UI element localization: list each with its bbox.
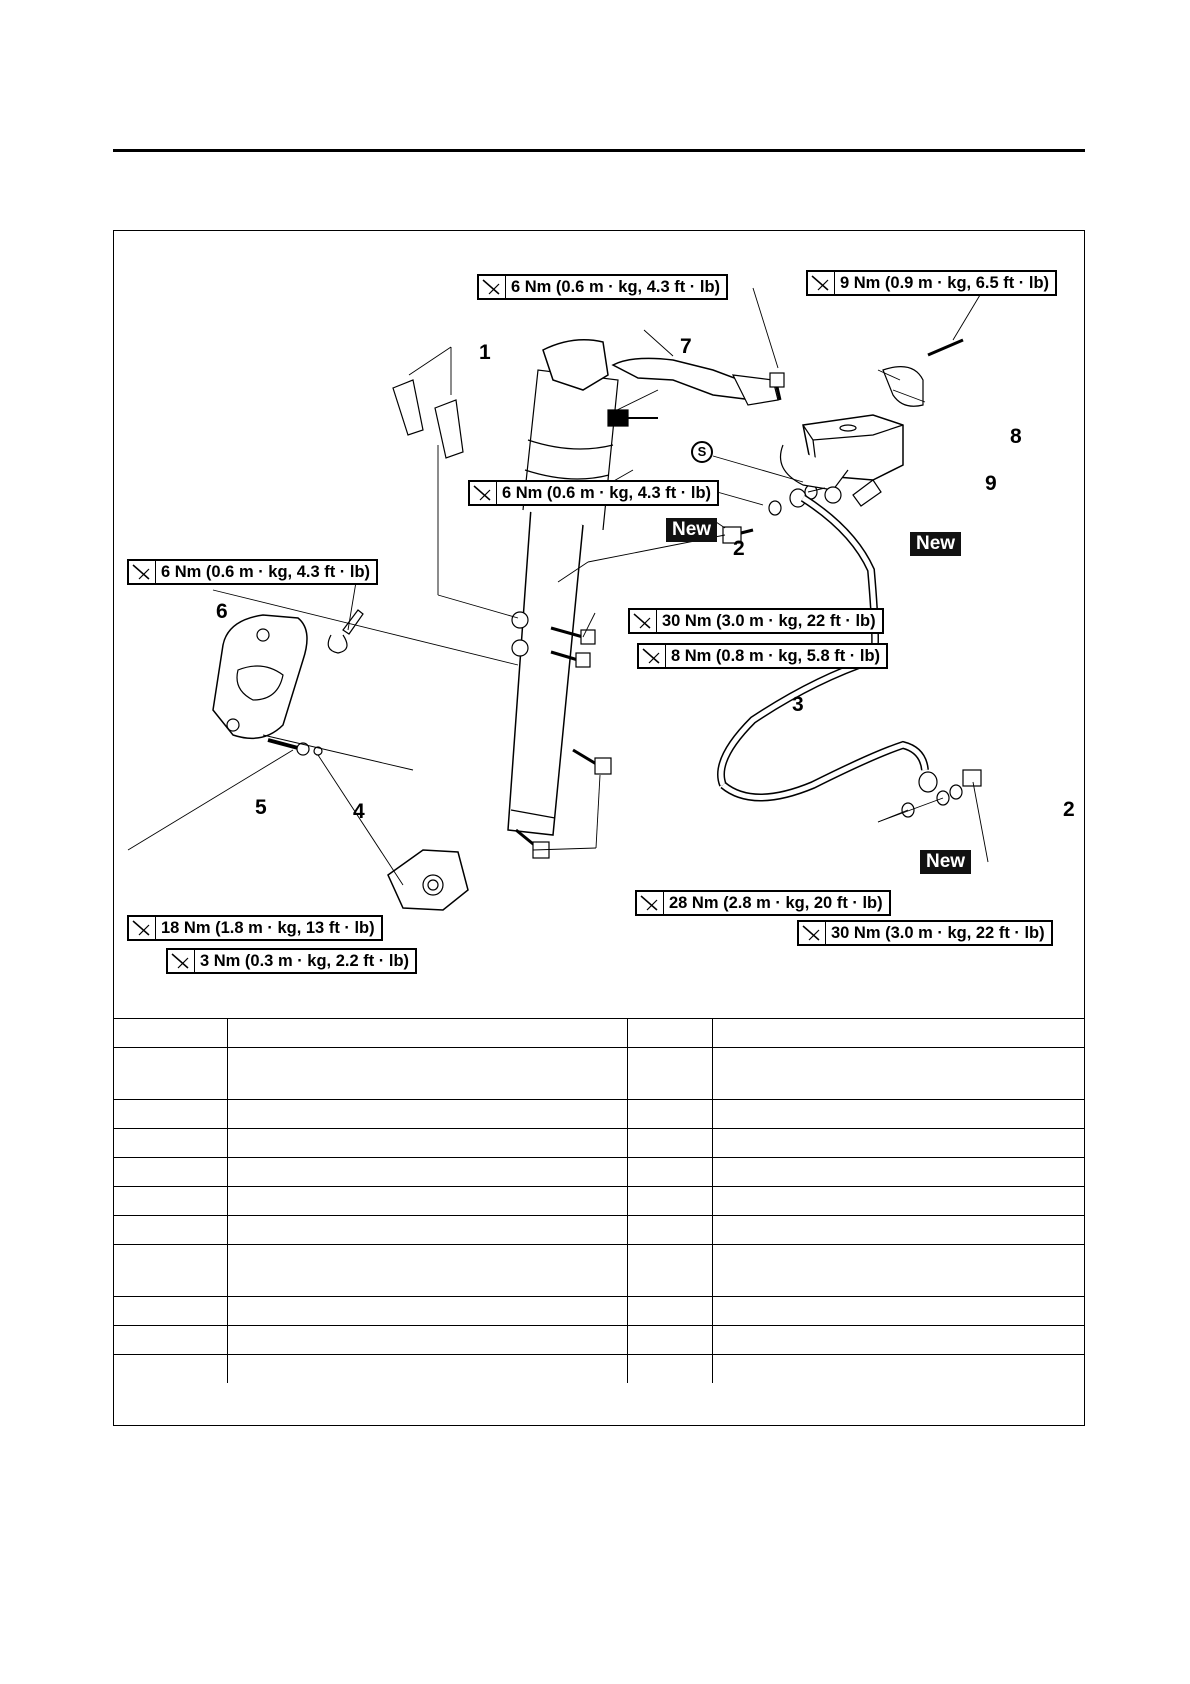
torque-spec-pad-pin-plug: [166, 948, 417, 974]
new-part-tag: New: [920, 850, 971, 874]
callout-2-lower: 2: [1063, 798, 1075, 821]
torque-value: 8 Nm (0.8 m · kg, 5.8 ft · lb): [671, 646, 881, 665]
torque-wrench-icon: [479, 276, 506, 298]
table-row: [113, 1297, 1085, 1326]
table-row: [113, 1355, 1085, 1384]
grease-symbol: [691, 441, 713, 463]
exploded-view-diagram: [113, 230, 1085, 1018]
torque-spec-bleed-screw: [127, 559, 378, 585]
torque-wrench-icon: [637, 892, 664, 914]
parts-table: [113, 1018, 1085, 1383]
torque-wrench-icon: [808, 272, 835, 294]
new-part-tag: New: [910, 532, 961, 556]
torque-spec-union-bolt-upper: [628, 608, 884, 634]
torque-spec-clamp-bolt: [806, 270, 1057, 296]
new-part-tag: New: [666, 518, 717, 542]
table-row: [113, 1158, 1085, 1187]
torque-wrench-icon: [630, 610, 657, 632]
torque-value: 6 Nm (0.6 m · kg, 4.3 ft · lb): [502, 483, 712, 502]
callout-2: 2: [733, 537, 745, 560]
torque-value: 6 Nm (0.6 m · kg, 4.3 ft · lb): [511, 277, 721, 296]
torque-value: 3 Nm (0.3 m · kg, 2.2 ft · lb): [200, 951, 410, 970]
callout-8: 8: [1010, 425, 1022, 448]
callout-7: 7: [680, 335, 692, 358]
grease-letter: S: [697, 444, 707, 459]
callout-6: 6: [216, 600, 228, 623]
callout-9: 9: [985, 472, 997, 495]
table-row: [113, 1048, 1085, 1100]
torque-value: 30 Nm (3.0 m · kg, 22 ft · lb): [831, 923, 1045, 942]
table-row: [113, 1129, 1085, 1158]
torque-wrench-icon: [470, 482, 497, 504]
torque-wrench-icon: [639, 645, 666, 667]
table-row: [113, 1019, 1085, 1048]
torque-value: 30 Nm (3.0 m · kg, 22 ft · lb): [662, 611, 876, 630]
torque-spec-pad-pin: [127, 915, 383, 941]
torque-value: 18 Nm (1.8 m · kg, 13 ft · lb): [161, 918, 375, 937]
torque-wrench-icon: [799, 922, 826, 944]
callout-3: 3: [792, 693, 804, 716]
callout-5: 5: [255, 796, 267, 819]
brake-assembly-drawing: [113, 230, 1085, 1018]
torque-wrench-icon: [129, 561, 156, 583]
callout-4: 4: [353, 800, 365, 823]
table-row: [113, 1100, 1085, 1129]
torque-value: 9 Nm (0.9 m · kg, 6.5 ft · lb): [840, 273, 1050, 292]
torque-spec-caliper-bolt: [635, 890, 891, 916]
torque-value: 6 Nm (0.6 m · kg, 4.3 ft · lb): [161, 562, 371, 581]
table-row: [113, 1187, 1085, 1216]
header-rule: [113, 149, 1085, 152]
torque-value: 28 Nm (2.8 m · kg, 20 ft · lb): [669, 893, 883, 912]
table-row: [113, 1326, 1085, 1355]
callout-1: 1: [479, 341, 491, 364]
torque-spec-union-bolt-lower: [797, 920, 1053, 946]
torque-spec-hose-guide: [637, 643, 888, 669]
torque-spec-master-cylinder: [468, 480, 719, 506]
torque-wrench-icon: [129, 917, 156, 939]
table-row: [113, 1216, 1085, 1245]
torque-spec-lever-holder: [477, 274, 728, 300]
torque-wrench-icon: [168, 950, 195, 972]
table-row: [113, 1245, 1085, 1297]
